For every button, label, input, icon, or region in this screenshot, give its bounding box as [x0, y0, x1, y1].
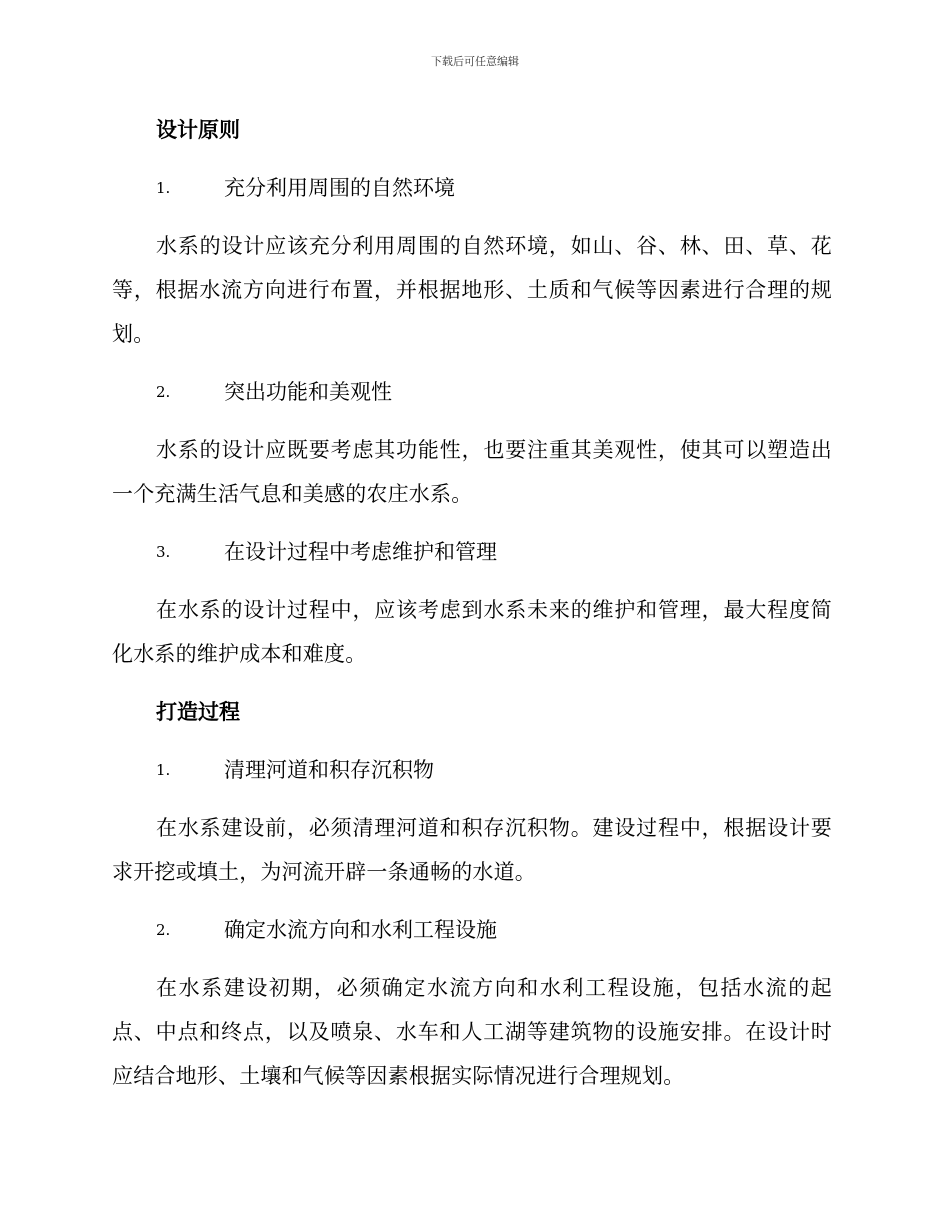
list-item-heading — [112, 748, 832, 792]
list-item-title: 在设计过程中考虑维护和管理 — [224, 540, 497, 564]
section-heading-build-process: 打造过程 — [156, 700, 240, 724]
list-item-heading — [112, 166, 832, 210]
page-header: 下载后可任意编辑 — [431, 55, 519, 68]
list-number: 1. — [156, 179, 171, 197]
list-item-heading — [112, 530, 832, 574]
paragraph: 在水系建设初期，必须确定水流方向和水利工程设施，包括水流的起点、中点和终点，以及喷泉、水车和人工湖等建筑物的设施安排。在设计时应结合地形、土壤和气候等因素根据实际情况进行合理规划。 — [112, 976, 832, 1088]
list-number: 2. — [156, 921, 171, 939]
paragraph: 在水系的设计过程中，应该考虑到水系未来的维护和管理，最大程度简化水系的维护成本和难度。 — [112, 598, 832, 666]
list-number: 2. — [156, 383, 171, 401]
list-number: 3. — [156, 543, 171, 561]
list-item-heading — [112, 370, 832, 414]
paragraph: 水系的设计应既要考虑其功能性，也要注重其美观性，使其可以塑造出一个充满生活气息和美感的农庄水系。 — [112, 438, 832, 506]
list-item-title: 突出功能和美观性 — [224, 380, 392, 404]
list-number: 1. — [156, 761, 171, 779]
list-item-title: 清理河道和积存沉积物 — [224, 758, 434, 782]
section-heading-design-principles: 设计原则 — [156, 118, 240, 142]
document-body — [112, 108, 832, 1098]
list-item-heading — [112, 908, 832, 952]
list-item-title: 充分利用周围的自然环境 — [224, 176, 455, 200]
list-item-title: 确定水流方向和水利工程设施 — [224, 918, 497, 942]
paragraph: 水系的设计应该充分利用周围的自然环境，如山、谷、林、田、草、花等，根据水流方向进行布置，并根据地形、土质和气候等因素进行合理的规划。 — [112, 234, 832, 346]
paragraph: 在水系建设前，必须清理河道和积存沉积物。建设过程中，根据设计要求开挖或填土，为河流开辟一条通畅的水道。 — [112, 816, 832, 884]
